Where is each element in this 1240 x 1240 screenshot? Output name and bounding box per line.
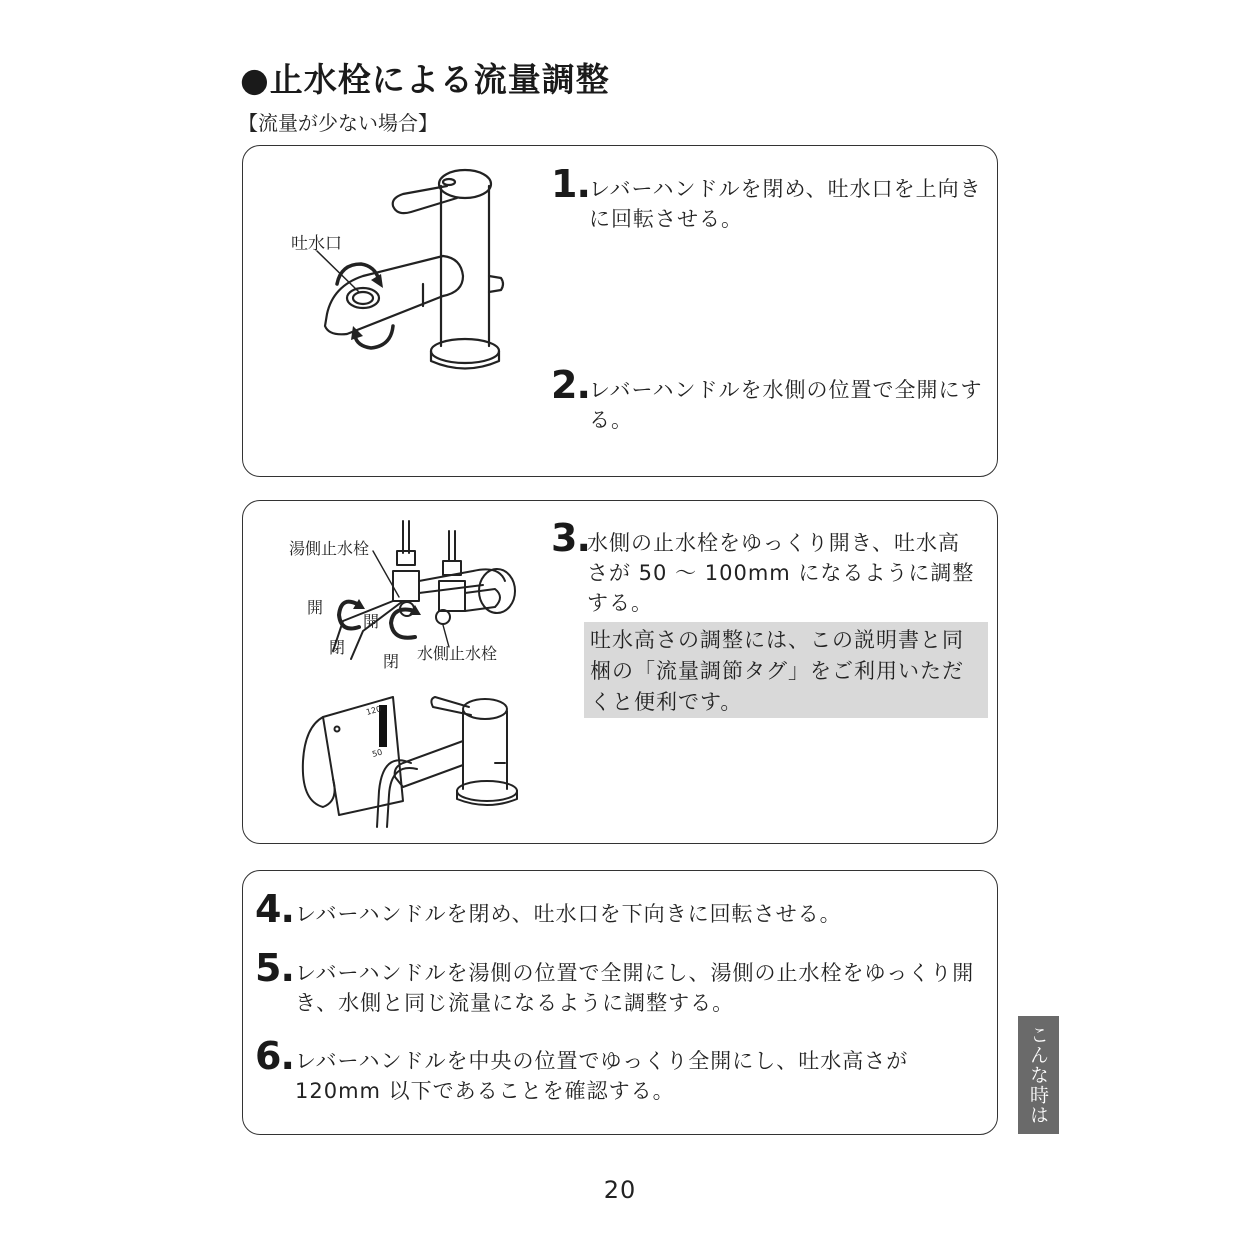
note-box: 吐水高さの調整には、この説明書と同梱の「流量調節タグ」をご利用いただくと便利です。 [584,622,988,718]
step-text: レバーハンドルを中央の位置でゆっくり全開にし、吐水高さが 120mm 以下であることを確認する。 [295,1049,909,1103]
spout-label: 吐水口 [291,234,342,254]
section-subtitle: 【流量が少ない場合】 [238,111,438,135]
step-number: 3. [551,516,590,560]
step-number: 2. [551,363,590,407]
panel-step-4-6 [242,870,998,1135]
valve-adjust-illustration [243,501,543,841]
step-text: 水側の止水栓をゆっくり開き、吐水高さが 50 ～ 100mm になるように調整する。 [587,531,975,615]
open-label: 開 [363,612,380,631]
panel-step-1-2 [242,145,998,477]
faucet-rotate-illustration [243,146,533,476]
step-text: レバーハンドルを閉め、吐水口を上向きに回転させる。 [589,177,982,231]
side-tab-troubleshooting[interactable]: こんな時は [1018,1016,1059,1134]
step-text: レバーハンドルを水側の位置で全開にする。 [589,378,983,432]
panel-step-3 [242,500,998,844]
page-title: ●止水栓による流量調整 [240,60,610,99]
step-text: レバーハンドルを閉め、吐水口を下向きに回転させる。 [295,902,842,926]
hot-valve-label: 湯側止水栓 [289,539,370,558]
step-number: 1. [551,162,590,206]
close-label: 閉 [383,652,400,671]
page-number: 20 [603,1176,637,1204]
close-label: 閉 [329,638,346,657]
cold-valve-label: 水側止水栓 [417,644,498,663]
step-number: 6. [255,1034,294,1078]
step-number: 5. [255,946,294,990]
step-text: レバーハンドルを湯側の位置で全開にし、湯側の止水栓をゆっくり開き、水側と同じ流量になるように調整する。 [295,961,975,1015]
step-number: 4. [255,887,294,931]
open-label: 開 [307,598,324,617]
tag-mark-top: 120 [365,704,383,717]
tag-mark-bottom: 50 [371,747,384,759]
